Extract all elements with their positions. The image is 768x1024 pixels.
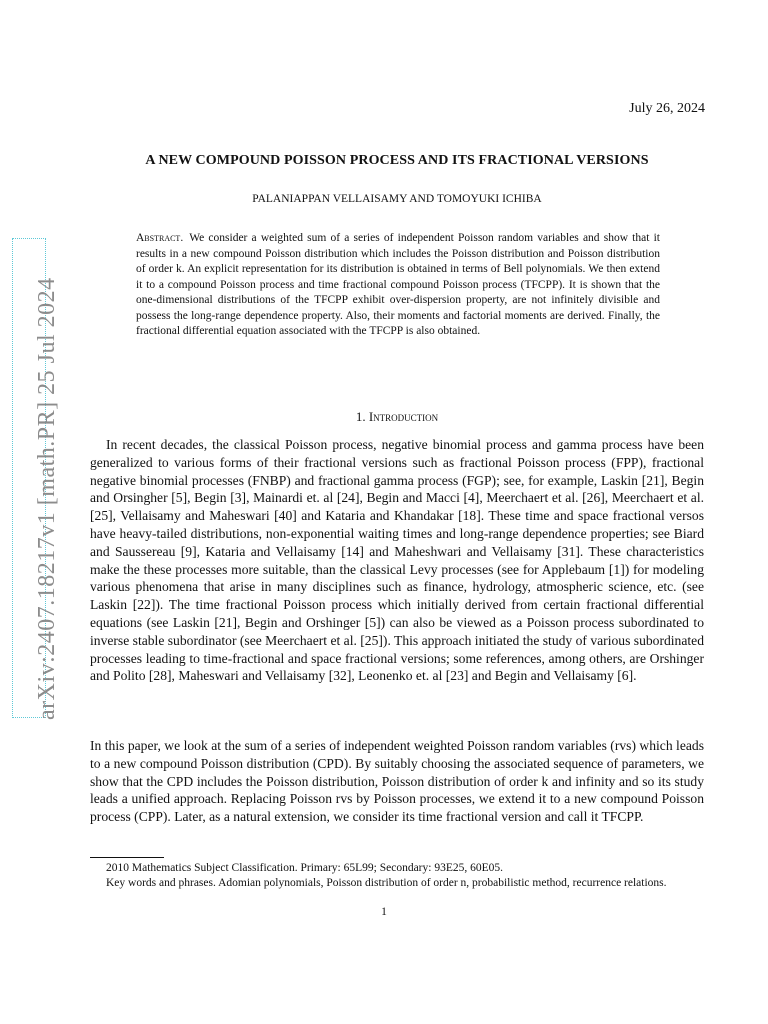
page-number: 1 bbox=[381, 906, 387, 918]
date: July 26, 2024 bbox=[629, 101, 705, 116]
arxiv-stamp[interactable]: arXiv:2407.18217v1 [math.PR] 25 Jul 2024 bbox=[34, 277, 60, 720]
paragraph-2: In this paper, we look at the sum of a series of independent weighted Poisson random variables (rvs) which leads to a new compound Poisson distribution (CPD). By suitably choosing the associated sequence of parameters, we show that the CPD includes the Poisson distribution, Poisson distribution of order k and infinity and so its study leads a unified approach. Replacing Poisson rvs by Poisson processes, we extend it to a new compound Poisson process (CPP). Later, as a natural extension, we consider its time fractional version and call it TFCPP. bbox=[90, 738, 704, 825]
abstract-label: Abstract. bbox=[136, 232, 184, 244]
footnote-divider bbox=[90, 857, 164, 858]
paper-authors: PALANIAPPAN VELLAISAMY AND TOMOYUKI ICHIBA bbox=[252, 193, 542, 205]
footnote-classification: 2010 Mathematics Subject Classification. Primary: 65L99; Secondary: 93E25, 60E05. bbox=[106, 862, 504, 874]
section-heading: 1. Introduction bbox=[355, 409, 439, 424]
paragraph-1: In recent decades, the classical Poisson process, negative binomial process and gamma process have been generalized to various forms of their fractional versions such as fractional Poisson process (FPP), fractional negative binomial processes (FNBP) and fractional gamma process (FGP); see, for example, Laskin [21], Begin and Orsingher [5], Begin [3], Mainardi et. al [24], Begin and Macci [4], Meerchaert et al. [26], Meerchaert et al. [25], Vellaisamy and Maheswari [40] and Kataria and Khandakar [18]. These time and space fractional versos have heavy-tailed distributions, non-exponential waiting times and long-range dependence properties; see Biard and Saussereau [9], Kataria and Vellaisamy [14] and Maheshwari and Vellaisamy [31]. These characteristics make the these processes more suitable, than the classical Levy processes (see for Applebaum [1]) for modeling various phenomena that arise in many disciplines such as finance, hydrology, atmospheric science, etc. (see Laskin [22]). The time fractional Poisson process which initially derived from certain fractional differential equations (see Laskin [21], Begin and Orshinger [5]) can also be viewed as a Poisson process subordinated to inverse stable subordinator (see Meerchaert et al. [25]). This approach initiated the study of various subordinated processes leading to time-fractional and space fractional versions; some references, among others, are Orshinger and Polito [28], Maheswari and Vellaisamy [32], Leonenko et. al [23] and Begin and Vellaisamy [6]. bbox=[90, 437, 704, 684]
footnote-keywords: Key words and phrases. Adomian polynomials, Poisson distribution of order n, probabilistic method, recurrence relations. bbox=[106, 877, 667, 889]
paper-title: A NEW COMPOUND POISSON PROCESS AND ITS FRACTIONAL VERSIONS bbox=[145, 153, 649, 168]
abstract-text: We consider a weighted sum of a series of independent Poisson random variables and show that it results in a new compound Poisson distribution which includes the Poisson distribution and Poisson distribution of order k. An explicit representation for its distribution is obtained in terms of Bell polynomials. We then extend it to a compound Poisson process and time fractional compound Poisson process (TFCPP). It is shown that the one-dimensional distributions of the TFCPP exhibit over-dispersion property, are not infinitely divisible and possess the long-range dependence property. Also, their moments and factorial moments are derived. Finally, the fractional differential equation associated with the TFCPP is also obtained. bbox=[136, 232, 660, 337]
abstract bbox=[136, 231, 660, 340]
